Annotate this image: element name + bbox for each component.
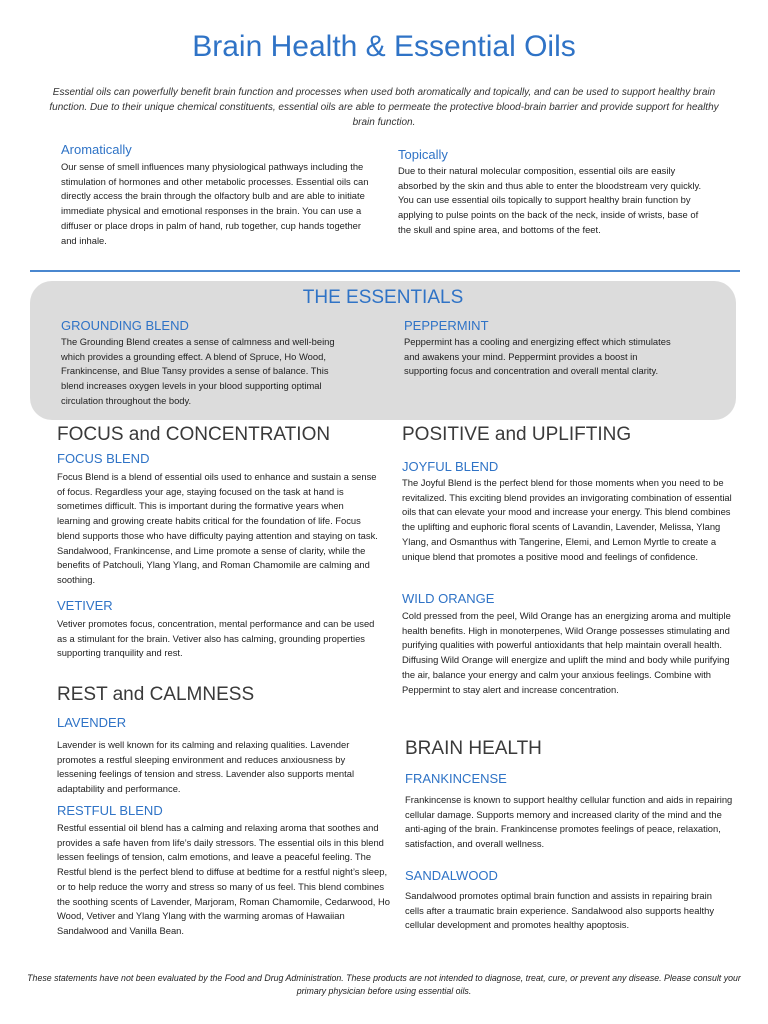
brain-section-title: BRAIN HEALTH <box>405 738 542 759</box>
focus-section-title: FOCUS and CONCENTRATION <box>57 424 331 445</box>
restful-heading: RESTFUL BLEND <box>57 803 163 818</box>
vetiver-body: Vetiver promotes focus, concentration, mental performance and can be used as a stimulant for the brain. Vetiver also has calming, grounding properties supporting tranquility and rest. <box>57 618 375 659</box>
joyful-body: The Joyful Blend is the perfect blend for those moments when you need to be revitalized. This exciting blend provides an invigorating combination of essential oils that can elevate your mood and increase your energy. This blend combines the uplifting and euphoric floral scents of Lavandin, Lavender, Melissa, Ylang Ylang, and Osmanthus with Tangerine, Elemi, and Lemon Myrtle to create a unique blend that promotes a positive mood and feelings of confidence. <box>402 477 732 562</box>
wild-orange-body: Cold pressed from the peel, Wild Orange has an energizing aroma and multiple health benefits. High in monoterpenes, Wild Orange possesses stimulating and purifying qualities with powerful antioxidants that help maintain overall health. Diffusing Wild Orange will energize and uplift the mind and body while purifying the air, balance your energy and calm your anxious feelings. Combine with Peppermint to stay alert and increase concentration. <box>402 610 731 695</box>
restful-body: Restful essential oil blend has a calming and relaxing aroma that soothes and provides a safe haven from life’s daily stressors. The essential oils in this blend lessen feelings of tension, calm emotions, and leave a peaceful feeling. The Restful blend is the perfect blend to diffuse at bedtime for a restful night’s sleep, or to help reduce the worry and stress so many of us feel. This blend combines the soothing scents of Lavender, Marjoram, Roman Chamomile, Cedarwood, Ho Wood, Vetiver and Ylang Ylang with the warming aromas of Hawaiian Sandalwood and Vanilla Bean. <box>57 822 390 936</box>
lavender-heading: LAVENDER <box>57 715 127 730</box>
aromatically-heading: Aromatically <box>61 142 132 157</box>
sandalwood-heading: SANDALWOOD <box>405 868 498 883</box>
positive-section-title: POSITIVE and UPLIFTING <box>402 424 632 445</box>
aromatically-body: Our sense of smell influences many physiological pathways including the stimulation of hormones and other metabolic processes. Essential oils can directly access the brain through the olfactory bulb and are able to initiate immediate physical and emotional responses in the brain. You can use a diffuser or place drops in palm of hand, rub together, cup hands together and inhale. <box>61 161 369 246</box>
joyful-heading: JOYFUL BLEND <box>402 459 499 474</box>
peppermint-heading: PEPPERMINT <box>404 318 489 333</box>
frankincense-body: Frankincense is known to support healthy cellular function and aids in repairing cellular damage. Supports memory and increased clarity of the mind and the anti-aging of the brain. Frankincense promotes feelings of peace, relaxation, satisfaction, and overall wellness. <box>405 794 733 850</box>
vetiver-heading: VETIVER <box>57 598 113 613</box>
topically-body: Due to their natural molecular composition, essential oils are easily absorbed by the skin and thus able to enter the bloodstream very quickly. You can use essential oils topically to support healthy brain function by applying to pulse points on the back of the neck, inside of wrists, base of the skull and spine area, and bottoms of the feet. <box>398 165 702 235</box>
sandalwood-body: Sandalwood promotes optimal brain function and assists in repairing brain cells after a traumatic brain experience. Sandalwood also supports healthy cellular development and promotes healthy apoptosis. <box>405 890 715 931</box>
disclaimer-footer: These statements have not been evaluated by the Food and Drug Administration. These products are not intended to diagnose, treat, cure, or prevent any disease. Please consult your primary physician before using essential oils. <box>27 973 741 996</box>
peppermint-body: Peppermint has a cooling and energizing effect which stimulates and awakens your mind. Peppermint provides a boost in supporting focus and concentration and overall mental clarity. <box>404 336 671 377</box>
frankincense-heading: FRANKINCENSE <box>405 771 507 786</box>
grounding-body: The Grounding Blend creates a sense of calmness and well-being which provides a grounding effect. A blend of Spruce, Ho Wood, Frankincense, and Blue Tansy provides a sense of balance. This blend increases oxygen levels in your blood supporting optimal circulation throughout the body. <box>61 336 335 406</box>
focus-blend-heading: FOCUS BLEND <box>57 451 150 466</box>
essentials-title: THE ESSENTIALS <box>302 287 464 308</box>
wild-orange-heading: WILD ORANGE <box>402 591 495 606</box>
page-title: Brain Health & Essential Oils <box>192 30 576 63</box>
section-divider <box>30 270 740 272</box>
focus-blend-body: Focus Blend is a blend of essential oils used to enhance and sustain a sense of focus. Regardless your age, staying focused on the task at hand is sometimes difficult. This is important during the formative years when learning and growing create habits critical for the foundation of life. Focus blend supports those who have difficulty paying attention and staying on task. Sandalwood, Frankincense, and Lime promote a sense of clarity, while the benefits of Patchouli, Ylang Ylang, and Roman Chamomile are calming and soothing. <box>57 471 378 585</box>
lavender-body: Lavender is well known for its calming and relaxing qualities. Lavender promotes a restful sleeping environment and reduces anxiousness by lessening feelings of tension and stress. Lavender also supports mental adaptability and performance. <box>57 739 355 795</box>
intro-text: Essential oils can powerfully benefit brain function and processes when used both aromatically and topically, and can be used to support healthy brain function. Due to their unique chemical constituents, essential oils are able to permeate the protective blood-brain barrier and provide support for healthy brain function. <box>49 87 719 128</box>
grounding-heading: GROUNDING BLEND <box>61 318 189 333</box>
topically-heading: Topically <box>398 147 448 162</box>
rest-section-title: REST and CALMNESS <box>57 684 255 705</box>
